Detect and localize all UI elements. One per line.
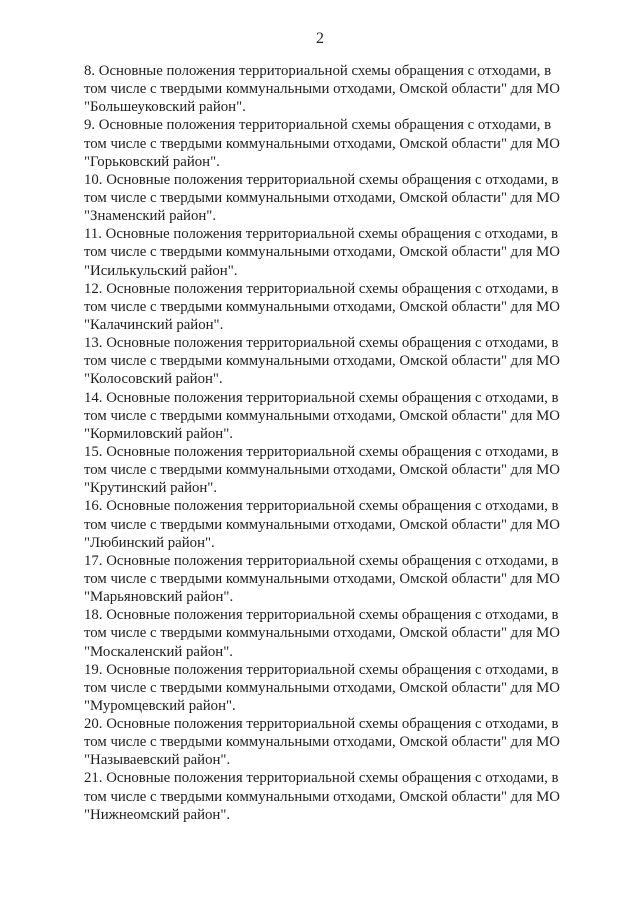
item-line: "Называевский район".: [84, 752, 231, 769]
list-item: [84, 552, 584, 606]
item-line: 13. Основные положения территориальной схемы обращения с отходами, в: [84, 335, 559, 352]
item-line: "Кормиловский район".: [84, 425, 233, 442]
list-item: [84, 443, 584, 497]
item-line: том числе с твердыми коммунальными отходами, Омской области" для МО: [84, 625, 560, 642]
item-line: "Москаленский район".: [84, 643, 233, 660]
item-line: 11. Основные положения территориальной схемы обращения с отходами, в: [84, 226, 558, 243]
item-line: "Калачинский район".: [84, 316, 224, 333]
list-item: [84, 62, 584, 116]
item-line: 12. Основные положения территориальной схемы обращения с отходами, в: [84, 280, 559, 297]
item-line: том числе с твердыми коммунальными отходами, Омской области" для МО: [84, 570, 560, 587]
list-item: [84, 661, 584, 715]
list-item: [84, 116, 584, 170]
item-line: том числе с твердыми коммунальными отходами, Омской области" для МО: [84, 298, 560, 315]
item-line: том числе с твердыми коммунальными отходами, Омской области" для МО: [84, 462, 560, 479]
item-line: "Большеуковский район".: [84, 99, 246, 116]
item-line: том числе с твердыми коммунальными отходами, Омской области" для МО: [84, 734, 560, 751]
list-item: [84, 334, 584, 388]
item-line: "Марьяновский район".: [84, 589, 234, 606]
item-line: 21. Основные положения территориальной схемы обращения с отходами, в: [84, 770, 559, 787]
list-item: [84, 389, 584, 443]
item-line: 14. Основные положения территориальной схемы обращения с отходами, в: [84, 389, 559, 406]
list-item: [84, 715, 584, 769]
item-line: том числе с твердыми коммунальными отходами, Омской области" для МО: [84, 81, 560, 98]
item-line: 18. Основные положения территориальной схемы обращения с отходами, в: [84, 607, 559, 624]
item-line: 9. Основные положения территориальной схемы обращения с отходами, в: [84, 117, 552, 134]
list-item: [84, 606, 584, 660]
item-line: "Горьковский район".: [84, 153, 220, 170]
item-line: том числе с твердыми коммунальными отходами, Омской области" для МО: [84, 407, 560, 424]
item-line: "Крутинский район".: [84, 480, 218, 497]
item-line: "Муромцевский район".: [84, 697, 236, 714]
item-line: том числе с твердыми коммунальными отходами, Омской области" для МО: [84, 516, 560, 533]
item-line: 10. Основные положения территориальной схемы обращения с отходами, в: [84, 171, 559, 188]
item-line: том числе с твердыми коммунальными отходами, Омской области" для МО: [84, 353, 560, 370]
item-line: "Знаменский район".: [84, 208, 217, 225]
item-line: 15. Основные положения территориальной схемы обращения с отходами, в: [84, 443, 559, 460]
list-item: [84, 225, 584, 279]
document-body: [84, 62, 584, 824]
item-line: "Исилькульский район".: [84, 262, 238, 279]
list-item: [84, 769, 584, 823]
item-line: том числе с твердыми коммунальными отходами, Омской области" для МО: [84, 679, 560, 696]
list-item: [84, 280, 584, 334]
item-line: том числе с твердыми коммунальными отходами, Омской области" для МО: [84, 788, 560, 805]
item-line: "Колосовский район".: [84, 371, 223, 388]
list-item: [84, 497, 584, 551]
list-item: [84, 171, 584, 225]
item-line: "Нижнеомский район".: [84, 806, 231, 823]
item-line: 20. Основные положения территориальной схемы обращения с отходами, в: [84, 716, 559, 733]
item-line: 16. Основные положения территориальной схемы обращения с отходами, в: [84, 498, 559, 515]
item-line: том числе с твердыми коммунальными отходами, Омской области" для МО: [84, 189, 560, 206]
item-line: том числе с твердыми коммунальными отходами, Омской области" для МО: [84, 244, 560, 261]
page-number: 2: [316, 30, 324, 47]
item-line: том числе с твердыми коммунальными отходами, Омской области" для МО: [84, 135, 560, 152]
item-line: "Любинский район".: [84, 534, 215, 551]
item-line: 8. Основные положения территориальной схемы обращения с отходами, в: [84, 63, 552, 79]
item-line: 17. Основные положения территориальной схемы обращения с отходами, в: [84, 552, 559, 569]
item-line: 19. Основные положения территориальной схемы обращения с отходами, в: [84, 661, 559, 678]
